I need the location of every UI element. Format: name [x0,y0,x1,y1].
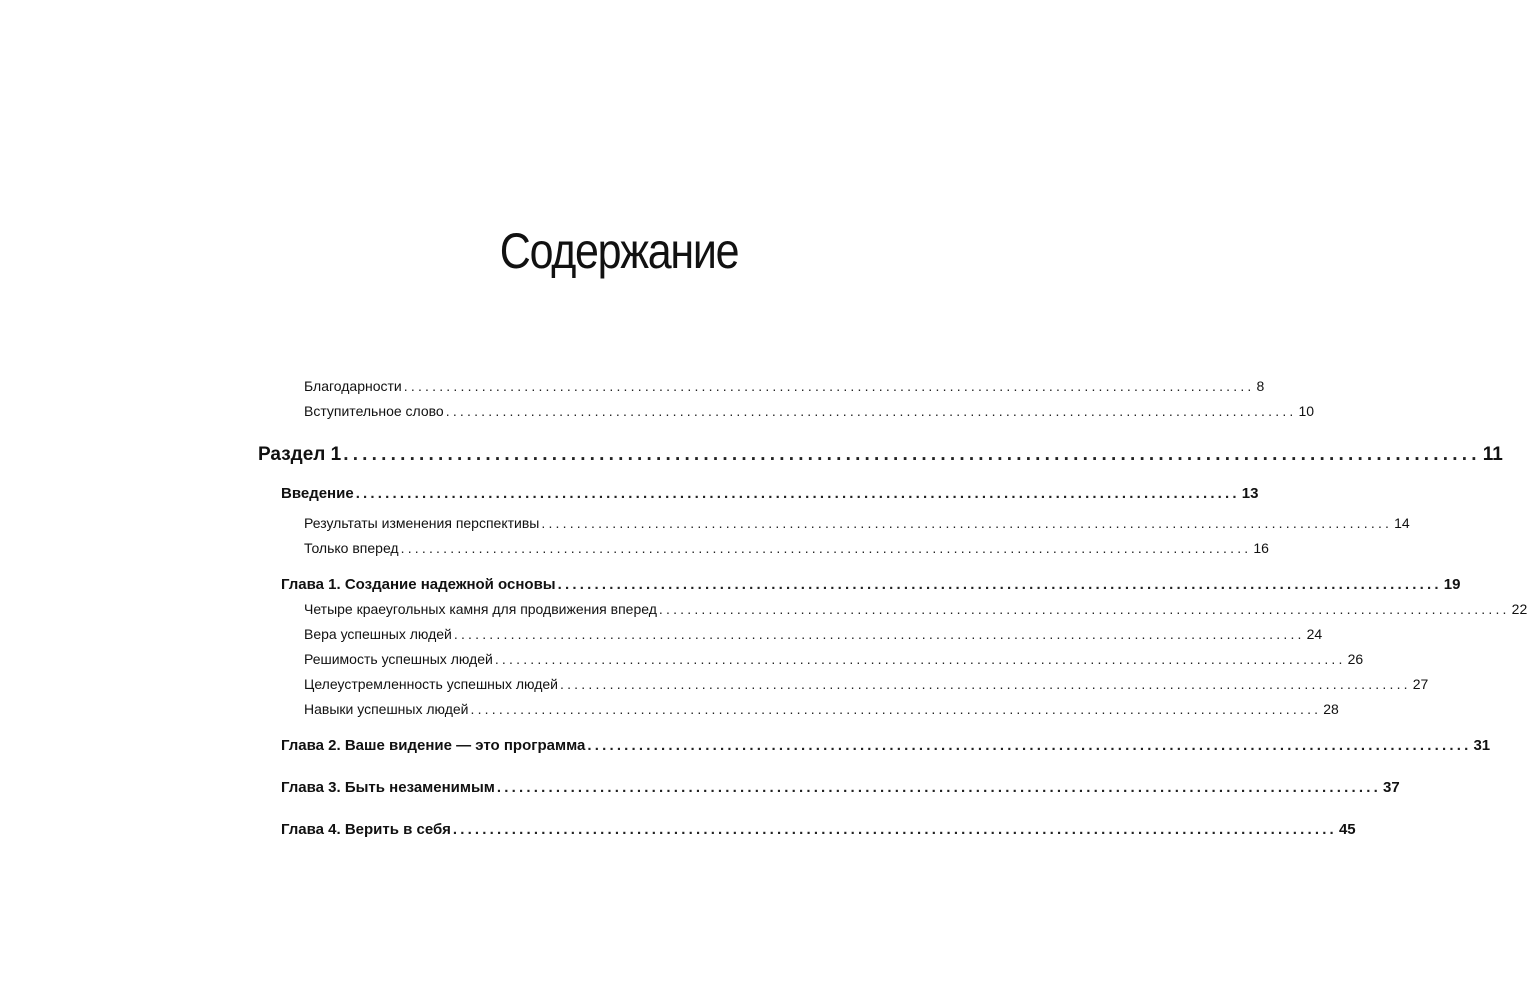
toc-entry [304,540,1269,564]
toc-entry-page: 24 [1306,626,1323,642]
toc-entry [304,651,1364,675]
leader-dots: ........................................................................................................................ [355,485,1240,502]
leader-dots: ........................................................................................................................ [470,701,1322,717]
toc-entry-page: 13 [1241,485,1259,502]
toc-entry-label: Глава 2. Ваше видение — это программа [281,737,586,754]
leader-dots: ........................................................................................................................ [400,540,1252,556]
toc-entry-label: Вера успешных людей [304,626,452,642]
toc-entry-label: Результаты изменения перспективы [304,515,540,531]
toc-entry-label: Глава 4. Верить в себя [281,821,451,838]
toc-entry-label: Раздел 1 [258,444,342,465]
toc-entry-page: 14 [1394,515,1410,531]
leader-dots: ........................................................................................................................ [658,601,1510,617]
toc-entry-label: Благодарности [304,378,402,394]
toc-chapter [281,737,1491,761]
toc-entry-label: Решимость успешных людей [304,651,493,667]
toc-entry-page: 8 [1256,378,1265,394]
toc-entry-label: Введение [281,485,354,502]
leader-dots: ........................................................................................................................ [452,821,1337,838]
toc-entry [304,676,1429,700]
toc-chapter [281,576,1461,600]
toc-chapter [281,485,1259,509]
leader-dots: ........................................................................................................................ [445,403,1297,419]
toc-entry [304,515,1410,539]
toc-entry-page: 26 [1347,651,1364,667]
toc-chapter [281,821,1356,845]
toc-chapter [281,779,1400,803]
toc-entry [304,601,1527,625]
leader-dots: ........................................................................................................................ [541,515,1393,531]
leader-dots: ........................................................................................................................ [587,737,1472,754]
leader-dots: ........................................................................................................................ [560,676,1411,692]
toc-entry-label: Навыки успешных людей [304,701,469,717]
toc-entry-label: Целеустремленность успешных людей [304,676,558,692]
page-title: Содержание [499,223,738,279]
leader-dots: ........................................................................................................................ [496,779,1381,796]
toc-entry-label: Только вперед [304,540,399,556]
toc-entry-page: 10 [1298,403,1315,419]
toc-entry-label: Вступительное слово [304,403,444,419]
leader-dots: ........................................................................................................................ [494,651,1346,667]
toc-entry-label: Четыре краеугольных камня для продвижения вперед [304,601,657,617]
toc-entry-page: 19 [1443,576,1461,593]
toc-entry-page: 28 [1323,701,1339,717]
toc-entry-page: 22 [1511,601,1527,617]
toc-entry [304,378,1265,402]
toc-entry-page: 16 [1253,540,1269,556]
toc-entry-label: Глава 3. Быть незаменимым [281,779,495,796]
toc-entry [304,403,1315,427]
toc-section [258,444,1503,474]
toc-entry-page: 11 [1482,444,1503,465]
toc-entry-page: 31 [1473,737,1491,754]
toc-entry [304,701,1339,725]
toc-entry-page: 37 [1383,779,1400,796]
toc-entry [304,626,1323,650]
toc-entry-label: Глава 1. Создание надежной основы [281,576,556,593]
toc-entry-page: 45 [1338,821,1356,838]
toc-entry-page: 27 [1412,676,1429,692]
leader-dots: ........................................................................................................................ [403,378,1255,394]
leader-dots: ........................................................................................................................ [453,626,1305,642]
leader-dots: ........................................................................................................................ [343,444,1481,465]
leader-dots: ........................................................................................................................ [557,576,1442,593]
